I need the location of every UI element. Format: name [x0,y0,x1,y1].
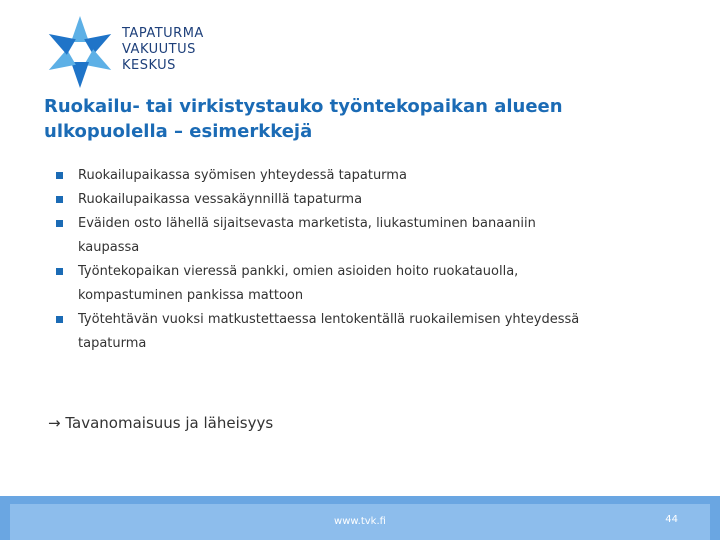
bullet-item [56,164,666,188]
conclusion [48,414,273,432]
square-bullet-icon [56,172,63,179]
square-bullet-icon [56,196,63,203]
right-arrow-icon: → [48,414,61,432]
logo-line: TAPATURMA [122,26,204,41]
conclusion-text: Tavanomaisuus ja läheisyys [65,414,274,432]
page-number: 44 [665,514,678,525]
logo-text [122,26,204,74]
bullet-text: Ruokailupaikassa syömisen yhteydessä tapaturma [78,168,407,183]
logo-line: VAKUUTUS [122,42,196,57]
square-bullet-icon [56,220,63,227]
bullet-item [56,188,666,212]
square-bullet-icon [56,268,63,275]
bullet-item [56,212,666,260]
bullet-item [56,260,666,308]
bullet-text: Työntekopaikan vieressä pankki, omien asioiden hoito ruokatauolla, kompastuminen pankissa mattoon [78,264,519,303]
bullet-text: Työtehtävän vuoksi matkustettaessa lentokentällä ruokailemisen yhteydessä tapaturma [78,312,580,351]
bullet-list [56,164,666,356]
star-logo-icon [40,14,120,90]
bullet-item [56,308,666,356]
footer-url: www.tvk.fi [334,516,386,527]
footer-bar [0,496,720,540]
tvk-logo [40,14,120,90]
logo-line: KESKUS [122,58,176,73]
bullet-text: Eväiden osto lähellä sijaitsevasta marketista, liukastuminen banaaniin kaupassa [78,216,536,255]
bullet-text: Ruokailupaikassa vessakäynnillä tapaturma [78,192,363,207]
slide-title: Ruokailu- tai virkistystauko työntekopaikan alueen ulkopuolella – esimerkkejä [44,96,563,142]
square-bullet-icon [56,316,63,323]
